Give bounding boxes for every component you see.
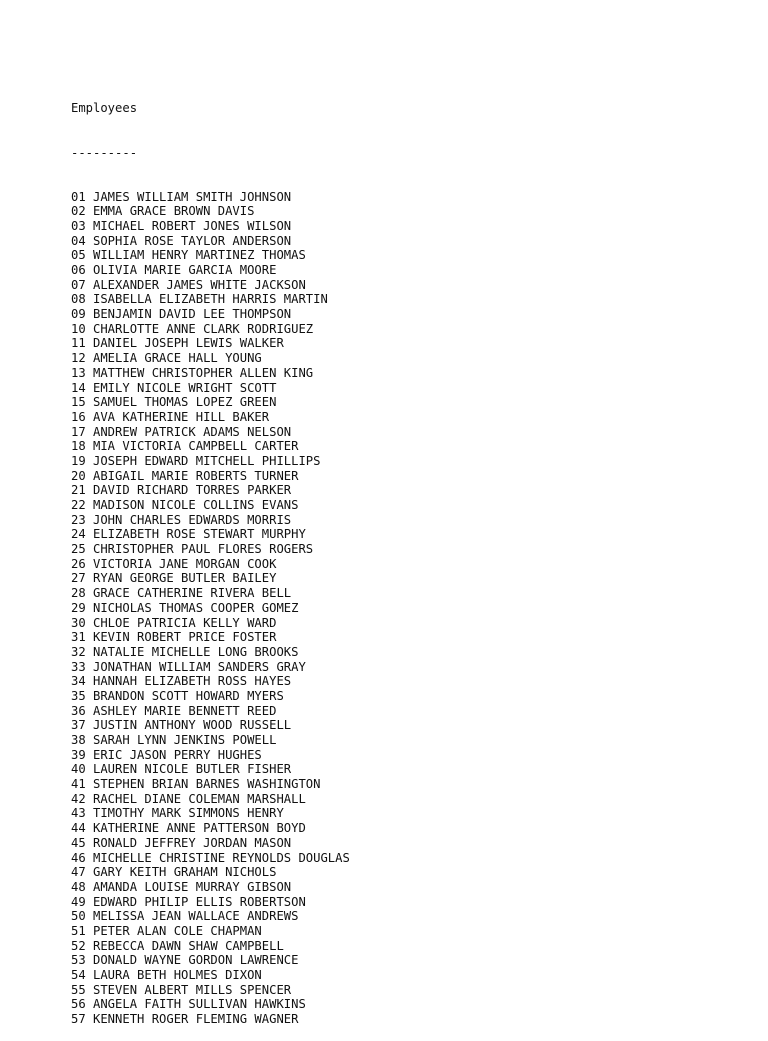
- employee-row: 03 MICHAEL ROBERT JONES WILSON: [71, 218, 292, 233]
- employee-row: 52 REBECCA DAWN SHAW CAMPBELL: [71, 938, 284, 953]
- employee-row: 34 HANNAH ELIZABETH ROSS HAYES: [71, 674, 292, 689]
- employee-row: 09 BENJAMIN DAVID LEE THOMPSON: [71, 307, 292, 322]
- employee-row: 10 CHARLOTTE ANNE CLARK RODRIGUEZ: [71, 321, 314, 336]
- employee-row: 38 SARAH LYNN JENKINS POWELL: [71, 733, 277, 748]
- employee-row: 06 OLIVIA MARIE GARCIA MOORE: [71, 263, 277, 278]
- employee-row: 50 MELISSA JEAN WALLACE ANDREWS: [71, 909, 299, 924]
- employee-row: 39 ERIC JASON PERRY HUGHES: [71, 747, 262, 762]
- employee-row: 30 CHLOE PATRICIA KELLY WARD: [71, 615, 277, 630]
- employee-document: [71, 72, 350, 1041]
- employee-row: 36 ASHLEY MARIE BENNETT REED: [71, 703, 277, 718]
- employee-row: 16 AVA KATHERINE HILL BAKER: [71, 409, 270, 424]
- employee-row: 49 EDWARD PHILIP ELLIS ROBERTSON: [71, 894, 306, 909]
- employee-row: 35 BRANDON SCOTT HOWARD MYERS: [71, 688, 284, 703]
- employee-row: 05 WILLIAM HENRY MARTINEZ THOMAS: [71, 248, 306, 263]
- employee-row: 40 LAUREN NICOLE BUTLER FISHER: [71, 762, 292, 777]
- employee-row: 27 RYAN GEORGE BUTLER BAILEY: [71, 571, 277, 586]
- employee-row: 51 PETER ALAN COLE CHAPMAN: [71, 923, 262, 938]
- employee-row: 57 KENNETH ROGER FLEMING WAGNER: [71, 1012, 299, 1027]
- employee-row: 43 TIMOTHY MARK SIMMONS HENRY: [71, 806, 284, 821]
- employee-row: 11 DANIEL JOSEPH LEWIS WALKER: [71, 336, 284, 351]
- employee-row: 20 ABIGAIL MARIE ROBERTS TURNER: [71, 468, 299, 483]
- employee-row: 42 RACHEL DIANE COLEMAN MARSHALL: [71, 791, 306, 806]
- employee-row: 45 RONALD JEFFREY JORDAN MASON: [71, 835, 292, 850]
- employee-row: 23 JOHN CHARLES EDWARDS MORRIS: [71, 512, 292, 527]
- employee-row: 26 VICTORIA JANE MORGAN COOK: [71, 556, 277, 571]
- employee-row: 46 MICHELLE CHRISTINE REYNOLDS DOUGLAS: [71, 850, 350, 865]
- employee-row: 08 ISABELLA ELIZABETH HARRIS MARTIN: [71, 292, 328, 307]
- employee-row: 24 ELIZABETH ROSE STEWART MURPHY: [71, 527, 306, 542]
- employee-row: 56 ANGELA FAITH SULLIVAN HAWKINS: [71, 997, 306, 1012]
- employee-row: 29 NICHOLAS THOMAS COOPER GOMEZ: [71, 600, 299, 615]
- employee-row: 22 MADISON NICOLE COLLINS EVANS: [71, 498, 299, 513]
- employee-row: 25 CHRISTOPHER PAUL FLORES ROGERS: [71, 542, 314, 557]
- employee-row: 18 MIA VICTORIA CAMPBELL CARTER: [71, 439, 299, 454]
- employee-row: 17 ANDREW PATRICK ADAMS NELSON: [71, 424, 292, 439]
- employee-row: 54 LAURA BETH HOLMES DIXON: [71, 968, 262, 983]
- title-separator: ---------: [71, 145, 138, 160]
- employee-row: 31 KEVIN ROBERT PRICE FOSTER: [71, 630, 277, 645]
- employee-row: 01 JAMES WILLIAM SMITH JOHNSON: [71, 189, 292, 204]
- employee-row: 12 AMELIA GRACE HALL YOUNG: [71, 351, 262, 366]
- employee-row: 19 JOSEPH EDWARD MITCHELL PHILLIPS: [71, 453, 321, 468]
- employee-row: 32 NATALIE MICHELLE LONG BROOKS: [71, 644, 299, 659]
- employee-list: [71, 190, 350, 1027]
- employee-row: 48 AMANDA LOUISE MURRAY GIBSON: [71, 879, 292, 894]
- employee-row: 37 JUSTIN ANTHONY WOOD RUSSELL: [71, 718, 292, 733]
- document-title: Employees: [71, 101, 138, 116]
- employee-row: 04 SOPHIA ROSE TAYLOR ANDERSON: [71, 233, 292, 248]
- employee-row: 47 GARY KEITH GRAHAM NICHOLS: [71, 865, 277, 880]
- employee-row: 15 SAMUEL THOMAS LOPEZ GREEN: [71, 395, 277, 410]
- employee-row: 55 STEVEN ALBERT MILLS SPENCER: [71, 982, 292, 997]
- employee-row: 28 GRACE CATHERINE RIVERA BELL: [71, 586, 292, 601]
- employee-row: 14 EMILY NICOLE WRIGHT SCOTT: [71, 380, 277, 395]
- employee-row: 13 MATTHEW CHRISTOPHER ALLEN KING: [71, 365, 314, 380]
- employee-row: 44 KATHERINE ANNE PATTERSON BOYD: [71, 821, 306, 836]
- employee-row: 33 JONATHAN WILLIAM SANDERS GRAY: [71, 659, 306, 674]
- employee-row: 07 ALEXANDER JAMES WHITE JACKSON: [71, 277, 306, 292]
- employee-row: 21 DAVID RICHARD TORRES PARKER: [71, 483, 292, 498]
- employee-row: 02 EMMA GRACE BROWN DAVIS: [71, 204, 255, 219]
- employee-row: 41 STEPHEN BRIAN BARNES WASHINGTON: [71, 777, 321, 792]
- employee-row: 53 DONALD WAYNE GORDON LAWRENCE: [71, 953, 299, 968]
